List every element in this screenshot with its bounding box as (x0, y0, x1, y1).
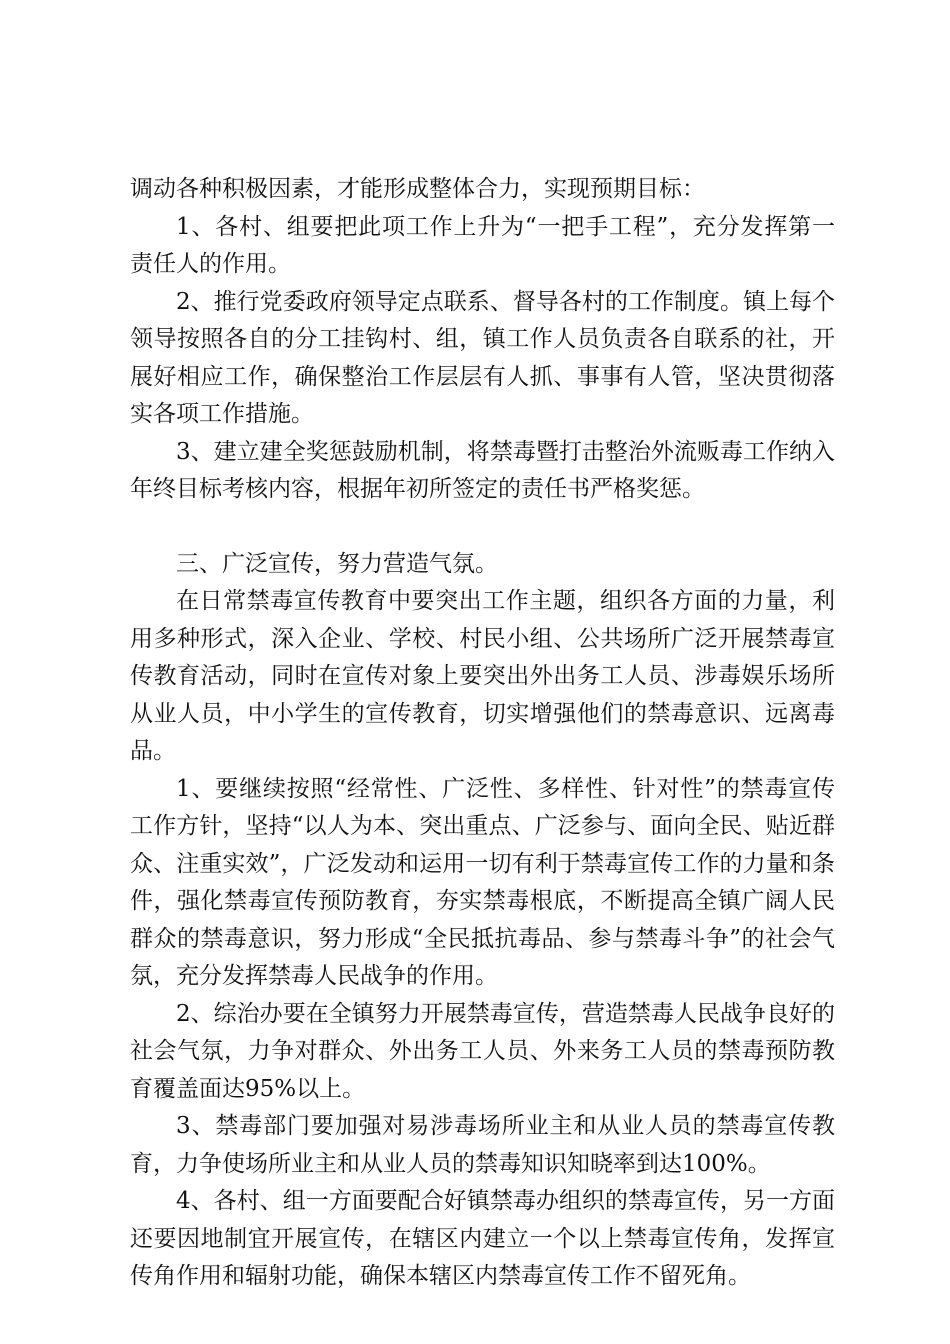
paragraph-section-item-2: 2、综治办要在全镇努力开展禁毒宣传，营造禁毒人民战争良好的社会气氛，力争对群众、外出务工人员、外来务工人员的禁毒预防教育覆盖面达95%以上。 (130, 1000, 835, 1102)
paragraph-section-intro: 在日常禁毒宣传教育中要突出工作主题，组织各方面的力量，利用多种形式，深入企业、学校、村民小组、公共场所广泛开展禁毒宣传教育活动，同时在宣传对象上要突出外出务工人员、涉毒娱乐场所从业人员，中小学生的宣传教育，切实增强他们的禁毒意识、远离毒品。 (130, 588, 835, 764)
paragraph-section-item-4: 4、各村、组一方面要配合好镇禁毒办组织的禁毒宣传，另一方面还要因地制宜开展宣传，在辖区内建立一个以上禁毒宣传角，发挥宣传角作用和辐射功能，确保本辖区内禁毒宣传工作不留死角。 (130, 1188, 835, 1289)
paragraph-section-item-1: 1、要继续按照“经常性、广泛性、多样性、针对性”的禁毒宣传工作方针，坚持“以人为本、突出重点、广泛参与、面向全民、贴近群众、注重实效”，广泛发动和运用一切有利于禁毒宣传工作的力量和条件，强化禁毒宣传预防教育，夯实禁毒根底，不断提高全镇广阔人民群众的禁毒意识，努力形成“全民抵抗毒品、参与禁毒斗争”的社会气氛，充分发挥禁毒人民战争的作用。 (130, 775, 835, 989)
paragraph-item-1: 1、各村、组要把此项工作上升为“一把手工程”，充分发挥第一责任人的作用。 (130, 213, 835, 277)
paragraph-intro: 调动各种积极因素，才能形成整体合力，实现预期目标： (130, 176, 705, 202)
paragraph-item-3: 3、建立建全奖惩鼓励机制，将禁毒暨打击整治外流贩毒工作纳入年终目标考核内容，根据年初所签定的责任书严格奖惩。 (130, 438, 835, 502)
section-heading-3: 三、广泛宣传，努力营造气氛。 (176, 550, 498, 577)
document-body (130, 171, 835, 1296)
paragraph-section-item-3: 3、禁毒部门要加强对易涉毒场所业主和从业人员的禁毒宣传教育，力争使场所业主和从业人员的禁毒知识知晓率到达100%。 (130, 1113, 835, 1177)
paragraph-item-2: 2、推行党委政府领导定点联系、督导各村的工作制度。镇上每个领导按照各自的分工挂钩村、组，镇工作人员负责各自联系的社，开展好相应工作，确保整治工作层层有人抓、事事有人管，坚决贯彻落实各项工作措施。 (130, 288, 835, 427)
